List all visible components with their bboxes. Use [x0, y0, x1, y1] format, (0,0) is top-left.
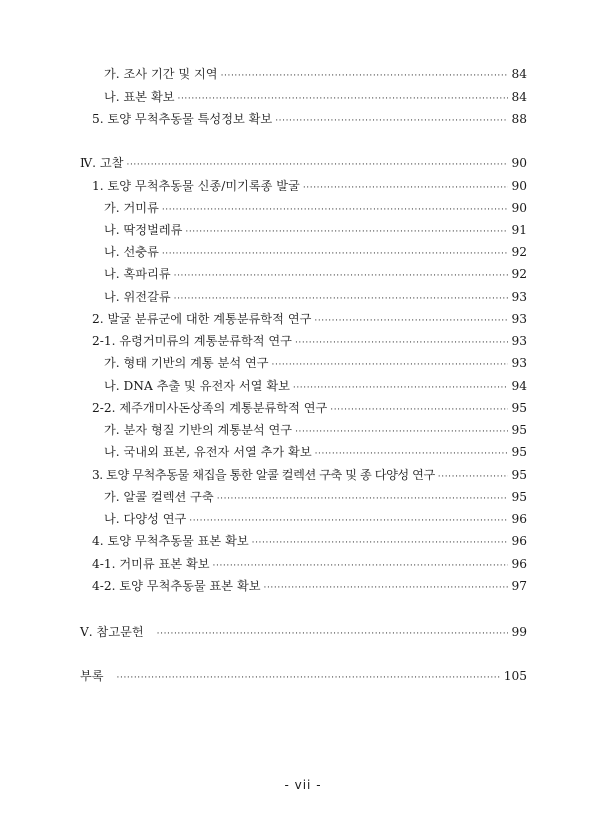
toc-entry-page: 88 — [511, 112, 527, 126]
toc-entry-page: 96 — [511, 534, 527, 548]
dot-leader — [275, 113, 508, 129]
toc-entry-label: 가. 알콜 컬렉션 구축 — [104, 490, 214, 504]
toc-entry-label: 가. 분자 형질 기반의 계통분석 연구 — [104, 423, 293, 437]
toc-entry-page: 97 — [511, 579, 527, 593]
toc-entry-label: 나. 혹파리류 — [104, 267, 171, 281]
toc-entry-page: 95 — [511, 423, 527, 437]
dot-leader — [221, 68, 509, 84]
dot-leader — [315, 446, 509, 462]
toc-entry-label: Ⅳ. 고찰 — [80, 156, 124, 170]
toc-chapter — [80, 624, 527, 640]
toc-entry-page: 90 — [511, 179, 527, 193]
toc-entry-label: 5. 토양 무척추동물 특성정보 확보 — [92, 112, 273, 126]
toc-entry — [104, 422, 527, 438]
dot-leader — [162, 202, 509, 218]
dot-leader — [157, 626, 509, 642]
toc-entry — [104, 200, 527, 216]
toc-entry-label: 나. DNA 추출 및 유전자 서열 확보 — [104, 379, 290, 393]
toc-entry — [104, 378, 527, 394]
toc-entry — [92, 333, 527, 349]
dot-leader — [185, 224, 508, 240]
toc-entry-label: 2-2. 제주개미사돈상족의 계통분류학적 연구 — [92, 401, 328, 415]
toc-entry — [92, 467, 527, 483]
toc-entry — [92, 311, 527, 327]
toc-entry-label: 4. 토양 무척추동물 표본 확보 — [92, 534, 249, 548]
toc-entry-page: 93 — [511, 312, 527, 326]
dot-leader — [314, 313, 508, 329]
toc-entry — [92, 556, 527, 572]
toc-entry-label: 나. 표본 확보 — [104, 90, 175, 104]
toc-entry-page: 94 — [511, 379, 527, 393]
toc-entry-label: 부록 — [80, 669, 104, 683]
toc-entry-page: 95 — [511, 401, 527, 415]
toc-entry-label: 나. 선충류 — [104, 245, 159, 259]
toc-entry-label: 가. 조사 기간 및 지역 — [104, 67, 218, 81]
toc-entry-label: 나. 위전갈류 — [104, 290, 171, 304]
toc-entry-label: 나. 딱정벌레류 — [104, 223, 183, 237]
toc-entry-label: 3. 토양 무척추동물 채집을 통한 알콜 컬렉션 구축 및 종 다양성 연구 — [92, 468, 435, 482]
toc-entry-page: 95 — [511, 490, 527, 504]
toc-entry-page: 96 — [511, 512, 527, 526]
dot-leader — [213, 558, 509, 574]
dot-leader — [272, 357, 509, 373]
page-number: - vii - — [284, 778, 322, 792]
toc-entry — [104, 355, 527, 371]
toc-entry-label: 4-1. 거미류 표본 확보 — [92, 557, 210, 571]
toc-entry — [104, 289, 527, 305]
toc-entry-label: 가. 거미류 — [104, 201, 159, 215]
toc-entry-label: 4-2. 토양 무척추동물 표본 확보 — [92, 579, 261, 593]
toc-entry — [104, 244, 527, 260]
dot-leader — [438, 469, 509, 485]
toc-entry — [104, 444, 527, 460]
toc-chapter — [80, 155, 527, 171]
dot-leader — [174, 291, 509, 307]
toc-entry-page: 92 — [511, 267, 527, 281]
toc-entry — [104, 66, 527, 82]
toc-entry-label: 나. 다양성 연구 — [104, 512, 187, 526]
toc-chapter — [80, 668, 527, 684]
toc-entry-label: 나. 국내외 표본, 유전자 서열 추가 확보 — [104, 445, 312, 459]
toc-entry-page: 84 — [511, 90, 527, 104]
toc-entry — [104, 89, 527, 105]
toc-entry-page: 99 — [511, 625, 527, 639]
toc-entry-page: 91 — [511, 223, 527, 237]
toc-entry-page: 90 — [511, 201, 527, 215]
toc-entry-label: 2. 발굴 분류군에 대한 계통분류학적 연구 — [92, 312, 312, 326]
dot-leader — [126, 157, 508, 173]
toc-entry-page: 105 — [503, 669, 527, 683]
toc-entry — [104, 222, 527, 238]
toc-entry — [92, 533, 527, 549]
toc-entry — [104, 511, 527, 527]
toc-entry-label: 1. 토양 무척추동물 신종/미기록종 발굴 — [92, 179, 300, 193]
dot-leader — [264, 580, 509, 596]
dot-leader — [162, 246, 509, 262]
toc-entry — [104, 266, 527, 282]
toc-entry-label: 2-1. 유령거미류의 계통분류학적 연구 — [92, 334, 292, 348]
dot-leader — [252, 535, 509, 551]
dot-leader — [295, 335, 509, 351]
toc-entry — [92, 400, 527, 416]
toc-entry-label: 가. 형태 기반의 계통 분석 연구 — [104, 356, 269, 370]
toc-entry — [104, 489, 527, 505]
dot-leader — [293, 380, 509, 396]
toc-entry-page: 95 — [511, 468, 527, 482]
dot-leader — [217, 491, 509, 507]
toc-entry-page: 93 — [511, 356, 527, 370]
toc-entry — [92, 111, 527, 127]
toc-entry — [92, 178, 527, 194]
dot-leader — [174, 268, 509, 284]
toc-entry — [92, 578, 527, 594]
toc-entry-page: 84 — [511, 67, 527, 81]
toc-entry-page: 93 — [511, 290, 527, 304]
dot-leader — [303, 180, 509, 196]
toc-entry-page: 96 — [511, 557, 527, 571]
dot-leader — [117, 670, 501, 686]
toc-entry-page: 92 — [511, 245, 527, 259]
toc-entry-page: 90 — [511, 156, 527, 170]
toc-entry-label: Ⅴ. 참고문헌 — [80, 625, 144, 639]
dot-leader — [178, 91, 509, 107]
toc-entry-page: 93 — [511, 334, 527, 348]
toc-entry-page: 95 — [511, 445, 527, 459]
dot-leader — [295, 424, 508, 440]
dot-leader — [330, 402, 508, 418]
dot-leader — [189, 513, 508, 529]
